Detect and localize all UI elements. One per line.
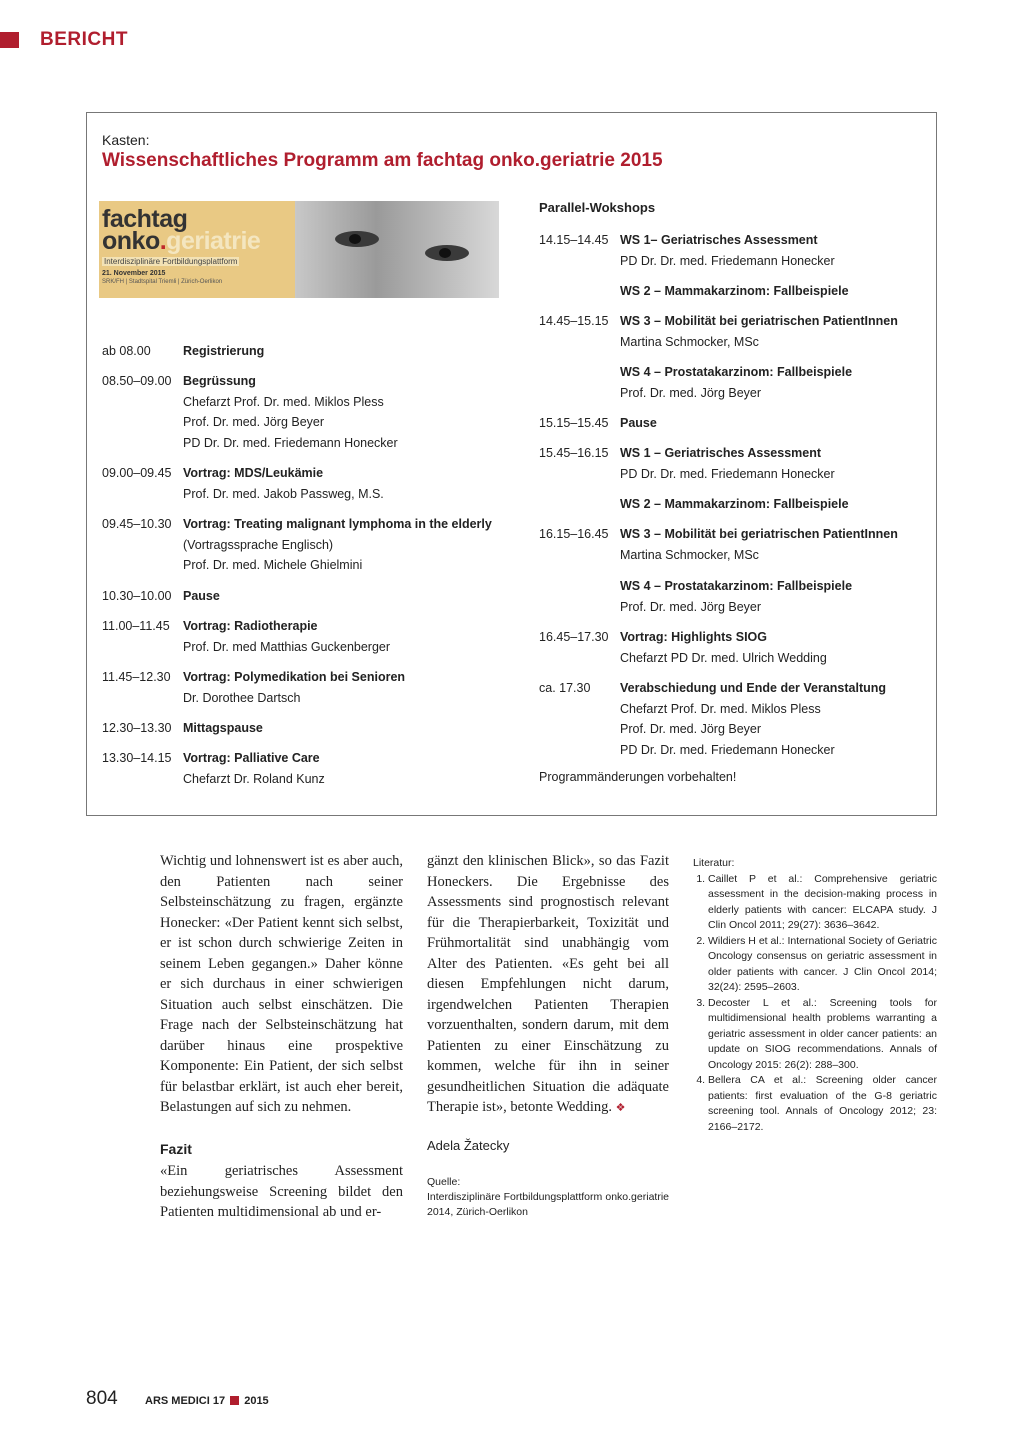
program-entry <box>620 524 898 565</box>
program-entry <box>183 514 492 576</box>
program-entry-speaker: Prof. Dr. med. Jörg Beyer <box>620 599 762 614</box>
program-entry-title: Mittagspause <box>183 721 263 735</box>
footer-journal <box>145 1395 269 1407</box>
banner-venue: SRK/FH | Stadtspital Triemli | Zürich-Oerlikon <box>102 279 223 285</box>
fazit-text: «Ein geriatrisches Assessment beziehungsweise Screening bildet den Patienten multidimensional ab und er- <box>160 1163 403 1220</box>
program-time: 08.50–09.00 <box>102 374 172 388</box>
program-entry-speaker: Prof. Dr. med. Jörg Beyer <box>620 385 762 400</box>
journal-name: ARS MEDICI 17 <box>145 1395 226 1407</box>
fazit-heading: Fazit <box>160 1141 192 1157</box>
program-entry <box>620 494 849 515</box>
program-entry <box>620 576 852 617</box>
program-time: 16.45–17.30 <box>539 630 609 644</box>
program-time: 14.15–14.45 <box>539 233 609 247</box>
section-label: BERICHT <box>40 29 128 50</box>
program-entry <box>183 667 405 708</box>
program-entry-title: Vortrag: MDS/Leukämie <box>183 466 324 480</box>
program-entry-speaker: Chefarzt Dr. Roland Kunz <box>183 771 325 786</box>
literature-item: 1. Caillet P et al.: Comprehensive geriatric assessment in the decision-making process in elderly patients with cancer: ELCAPA study. J Clin Oncol 2011; 29(27): 3636–3642. <box>708 872 937 934</box>
literature-label: Literatur: <box>693 857 735 869</box>
program-entry-speaker: PD Dr. Dr. med. Friedemann Honecker <box>620 253 835 268</box>
program-entry-title: Vortrag: Palliative Care <box>183 751 320 765</box>
program-entry <box>620 627 827 668</box>
banner-subtitle: Interdisziplinäre Fortbildungsplattform <box>104 257 238 266</box>
program-time: 13.30–14.15 <box>102 751 172 765</box>
program-entry-speaker: Prof. Dr. med. Michele Ghielmini <box>183 558 363 572</box>
program-entry <box>620 443 835 484</box>
program-entry <box>183 616 390 657</box>
program-time: 15.45–16.15 <box>539 446 609 460</box>
program-entry-speaker: Martina Schmocker, MSc <box>620 547 759 562</box>
program-note: Programmänderungen vorbehalten! <box>539 770 737 784</box>
photo-eye-left <box>335 231 379 247</box>
program-time: 11.00–11.45 <box>102 619 170 633</box>
program-entry-speaker: PD Dr. Dr. med. Friedemann Honecker <box>620 466 835 481</box>
source-text: Interdisziplinäre Fortbildungsplattform onko.geriatrie 2014, Zürich-Oerlikon <box>427 1191 669 1218</box>
end-mark-icon: ❖ <box>615 1102 626 1114</box>
program-entry <box>183 718 263 739</box>
literature-item: 2. Wildiers H et al.: International Society of Geriatric Oncology consensus on geriatric assessment in older patients with cancer. J Clin Oncol 2014; 32(24): 2595–2603. <box>708 934 937 996</box>
program-entry <box>620 413 657 434</box>
footer-square-icon <box>230 1396 239 1405</box>
program-entry-speaker: Prof. Dr. med. Jörg Beyer <box>183 415 325 429</box>
article-column-2 <box>427 851 669 1119</box>
program-entry-title: Pause <box>183 589 220 603</box>
program-entry <box>183 341 264 362</box>
program-entry <box>183 748 325 789</box>
source <box>427 1175 669 1220</box>
workshops-heading: Parallel-Wokshops <box>539 200 656 215</box>
box-title: Wissenschaftliches Programm am fachtag onko.geriatrie 2015 <box>102 150 663 171</box>
program-time: 15.15–15.45 <box>539 416 609 430</box>
banner-title-line2: onko.geriatrie <box>102 227 261 255</box>
program-entry-title: WS 1 – Geriatrisches Assessment <box>620 446 822 460</box>
box-label: Kasten: <box>102 132 150 148</box>
program-entry <box>620 311 898 352</box>
author: Adela Žatecky <box>427 1138 510 1153</box>
program-entry <box>620 362 852 403</box>
program-entry-speaker: PD Dr. Dr. med. Friedemann Honecker <box>183 435 398 450</box>
program-time: 11.45–12.30 <box>102 670 171 684</box>
program-entry-title: WS 2 – Mammakarzinom: Fallbeispiele <box>620 497 849 511</box>
program-entry-title: Begrüssung <box>183 374 256 388</box>
program-entry-title: Vortrag: Polymedikation bei Senioren <box>183 670 406 684</box>
program-entry-title: Vortrag: Treating malignant lymphoma in the elderly <box>183 517 492 531</box>
literature-list <box>693 872 937 1136</box>
program-time: ab 08.00 <box>102 344 151 358</box>
program-entry-title: WS 3 – Mobilität bei geriatrischen PatientInnen <box>620 527 898 541</box>
program-entry-speaker: Prof. Dr. med. Jörg Beyer <box>620 722 762 736</box>
program-entry <box>183 586 220 607</box>
program-entry-speaker: Chefarzt Prof. Dr. med. Miklos Pless <box>620 701 821 716</box>
source-label: Quelle: <box>427 1176 461 1188</box>
program-entry-title: Vortrag: Highlights SIOG <box>620 630 767 644</box>
program-entry-speaker: PD Dr. Dr. med. Friedemann Honecker <box>620 742 835 757</box>
program-entry-title: Registrierung <box>183 344 265 358</box>
program-entry-speaker: Prof. Dr. med Matthias Guckenberger <box>183 639 391 654</box>
program-entry-title: WS 1– Geriatrisches Assessment <box>620 233 818 247</box>
literature <box>693 856 937 1135</box>
program-entry-title: WS 4 – Prostatakarzinom: Fallbeispiele <box>620 365 853 379</box>
program-time: 12.30–13.30 <box>102 721 172 735</box>
literature-item: 4. Bellera CA et al.: Screening older cancer patients: first evaluation of the G-8 geriatric screening tool. Annals of Oncology 2012; 23: 2166–2172. <box>708 1073 937 1135</box>
program-entry <box>183 463 384 504</box>
program-time: 16.15–16.45 <box>539 527 609 541</box>
banner-date: 21. November 2015 <box>102 270 166 277</box>
program-time: ca. 17.30 <box>539 681 591 695</box>
program-entry <box>620 230 835 271</box>
photo-eye-right <box>425 245 469 261</box>
event-banner-image <box>99 201 499 298</box>
program-entry-speaker: (Vortragssprache Englisch) <box>183 537 334 552</box>
program-entry <box>183 371 398 453</box>
program-entry-speaker: Martina Schmocker, MSc <box>620 334 759 349</box>
page-number: 804 <box>86 1388 118 1409</box>
program-time: 09.45–10.30 <box>102 517 172 531</box>
article-column-1: Wichtig und lohnenswert ist es aber auch, den Patienten nach seiner Selbsteinschätzung zu fragen, ergänzte Honecker: «Der Patient kennt sich selbst, er ist schon durch schwierige Zeiten in seinem Leben gegangen.» Daher könne er sich durchaus in einer schwierigen Situation auch selbst einschätzen. Die Frage nach der Selbsteinschätzung hat darüber hinaus eine prospektive Komponente: Ein Patient, der sich selbst für belastbar erklärt, ist auch eher bereit, Belastungen auf sich zu nehmen. <box>160 853 403 1115</box>
program-entry-title: WS 4 – Prostatakarzinom: Fallbeispiele <box>620 579 853 593</box>
program-time: 09.00–09.45 <box>102 466 172 480</box>
journal-year: 2015 <box>244 1395 269 1407</box>
program-entry-title: Vortrag: Radiotherapie <box>183 619 318 633</box>
program-entry <box>620 281 849 302</box>
program-entry-speaker: Prof. Dr. med. Jakob Passweg, M.S. <box>183 486 384 501</box>
program-entry-title: WS 3 – Mobilität bei geriatrischen PatientInnen <box>620 314 898 328</box>
program-entry-speaker: Chefarzt PD Dr. med. Ulrich Wedding <box>620 650 827 665</box>
program-entry <box>620 678 886 760</box>
program-entry-title: WS 2 – Mammakarzinom: Fallbeispiele <box>620 284 849 298</box>
banner-title-line1: fachtag <box>102 205 188 233</box>
program-entry-speaker: Chefarzt Prof. Dr. med. Miklos Pless <box>183 394 384 409</box>
program-time: 14.45–15.15 <box>539 314 609 328</box>
section-marker <box>0 32 19 48</box>
banner-portrait-photo <box>295 201 499 298</box>
program-time: 10.30–10.00 <box>102 589 172 603</box>
article-column-2-text: gänzt den klinischen Blick», so das Fazit Honeckers. Die Ergebnisse des Assessments sind prognostisch relevant für die Therapierbarkeit, Toxizität und Frühmortalität sind unabhängig vom Alter des Patienten. «Es geht bei all diesen Empfehlungen nicht darum, irgendwelchen Patienten Therapien vorzuenthalten, sondern darum, mit dem Patienten zu einer Einschätzung zu kommen, welche für ihn in seiner gesundheitlichen Situation die adäquate Therapie ist», betonte Wedding. <box>427 853 669 1115</box>
program-entry-title: Pause <box>620 416 657 430</box>
literature-item: 3. Decoster L et al.: Screening tools for multidimensional health problems warranting a geriatric assessment in older cancer patients: an update on SIOG recommendations. Annals of Oncology 2015: 26(2): 288–300. <box>708 996 937 1074</box>
banner-logo-area <box>99 201 295 298</box>
program-entry-speaker: Dr. Dorothee Dartsch <box>183 690 301 705</box>
program-entry-title: Verabschiedung und Ende der Veranstaltung <box>620 681 887 695</box>
